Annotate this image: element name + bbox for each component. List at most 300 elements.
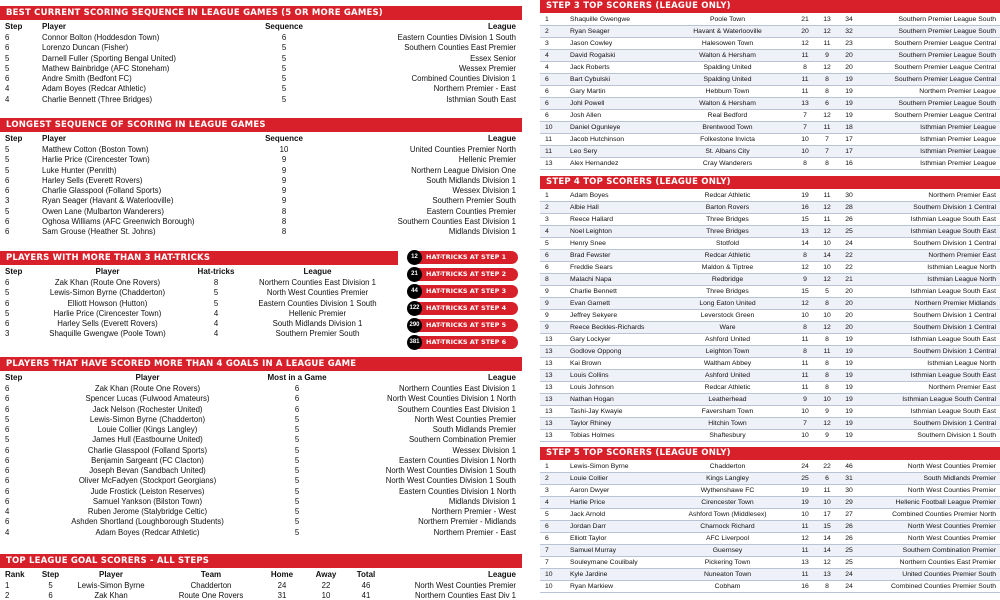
table-cell: 18 (845, 124, 853, 131)
table-cell: 26 (845, 535, 853, 542)
table-cell: Kyle Jardine (570, 571, 608, 578)
sec2-cell: Oghosa Williams (AFC Greenwich Borough) (42, 216, 195, 226)
table-cell: Ryan Seager (570, 28, 610, 35)
table-cell: 2 (545, 204, 549, 211)
table-cell: Adam Boyes (570, 192, 609, 199)
table-cell: 11 (823, 192, 831, 199)
sec4-cell: 5 (294, 445, 300, 455)
table-cell: Redcar Athletic (704, 192, 751, 199)
sec5-cell: Chadderton (190, 581, 232, 590)
sec1-cell: Andre Smith (Bedfont FC) (42, 74, 132, 83)
sec2-cell: Eastern Counties Premier (426, 206, 516, 216)
table-cell: Leatherhead (708, 396, 747, 403)
sec2-cell: 9 (281, 165, 287, 175)
table-row (540, 358, 1000, 370)
table-cell: 9 (803, 276, 807, 283)
table-cell: Cobham (714, 583, 741, 590)
table-cell: 3 (545, 40, 549, 47)
table-cell: 12 (823, 559, 831, 566)
table-cell: 11 (801, 384, 809, 391)
table-row (540, 190, 1000, 202)
table-cell: Johl Powell (570, 100, 605, 107)
table-cell: David Rogalski (570, 52, 616, 59)
table-cell: 13 (545, 348, 553, 355)
sec4-cell: 6 (294, 394, 300, 404)
table-cell: 11 (801, 571, 809, 578)
table-cell: Isthmian League South East (910, 216, 996, 223)
sec4-cell: Jude Frostick (Leiston Reserves) (90, 486, 205, 496)
sec4-cell: Midlands Division 1 (448, 496, 516, 506)
sec1-cell: 5 (281, 63, 287, 73)
sec3-cell: 5 (5, 288, 10, 298)
sec3-cell: Eastern Counties Division 1 South (258, 298, 377, 308)
sec4-cell: South Midlands Premier (432, 425, 516, 434)
table-row (540, 74, 1000, 86)
sec2-cell: Owen Lane (Mulbarton Wanderers) (42, 206, 164, 216)
table-cell: 7 (825, 148, 829, 155)
sec1-cell: 6 (5, 43, 10, 53)
badge-count: 122 (407, 301, 422, 316)
table-cell: Elliott Taylor (570, 535, 607, 542)
sec4-col-header: Most in a Game (267, 373, 327, 382)
badge-count: 12 (407, 250, 422, 265)
table-row (540, 226, 1000, 238)
table-cell: Isthmian League North (927, 360, 996, 367)
sec4-cell: 4 (5, 527, 10, 537)
sec2-cell: 5 (5, 155, 10, 165)
table-cell: Reece Beckles-Richards (570, 324, 645, 331)
sec4-cell: 5 (294, 476, 300, 486)
table-cell: 9 (825, 432, 829, 439)
table-cell: Isthmian League South Central (902, 396, 996, 403)
table-cell: 30 (845, 192, 853, 199)
table-cell: 4 (545, 52, 549, 59)
sec2-cell: Harlie Price (Cirencester Town) (42, 155, 150, 165)
table-cell: Evan Garnett (570, 300, 611, 307)
table-cell: Alex Hernandez (570, 160, 619, 167)
table-cell: 8 (825, 583, 829, 590)
table-cell: Redbridge (711, 276, 744, 283)
sec2-cell: 5 (5, 165, 10, 175)
sec3-cell: 5 (213, 298, 219, 308)
table-row (540, 202, 1000, 214)
table-cell: 8 (803, 160, 807, 167)
table-cell: Folkestone Invicta (700, 136, 755, 143)
table-cell: 31 (845, 475, 853, 482)
table-cell: 29 (845, 499, 853, 506)
sec4-cell: James Hull (Eastbourne United) (92, 435, 203, 445)
table-cell: Reece Hallard (570, 216, 614, 223)
table-cell: Southern Premier League Central (894, 40, 996, 47)
sec3-cell: 5 (213, 288, 219, 298)
table-cell: Henry Snee (570, 240, 606, 247)
table-cell: 19 (845, 348, 853, 355)
hat-trick-badge (408, 268, 518, 281)
sec2-cell: Northern League Division One (411, 165, 516, 175)
sec1-cell: Isthmian South East (446, 94, 516, 104)
table-cell: 11 (823, 40, 831, 47)
table-cell: 26 (845, 216, 853, 223)
sec5-cell: 2 (5, 591, 10, 600)
table-row (540, 557, 1000, 569)
table-cell: Southern Premier League Central (894, 76, 996, 83)
table-cell: 13 (545, 408, 553, 415)
table-cell: 19 (845, 384, 853, 391)
sec2-cell: 10 (279, 145, 289, 154)
table-cell: Louie Collier (570, 475, 608, 482)
table-cell: 13 (823, 16, 831, 23)
table-cell: 11 (801, 523, 809, 530)
table-cell: 11 (545, 148, 553, 155)
sec4-cell: North West Counties Division 1 South (385, 466, 516, 475)
table-cell: 8 (803, 324, 807, 331)
badge-count: 290 (407, 318, 422, 333)
badge-count: 44 (407, 284, 422, 299)
sec3-cell: North West Counties Premier (266, 288, 369, 298)
sec2-cell: South Midlands Division 1 (426, 175, 516, 185)
table-cell: 25 (845, 559, 853, 566)
sec4-cell: 6 (5, 425, 10, 434)
table-cell: Wythenshawe FC (700, 487, 755, 494)
sec1-cell: 4 (5, 94, 10, 104)
table-cell: 10 (801, 136, 809, 143)
table-row (540, 122, 1000, 134)
table-cell: 25 (801, 475, 809, 482)
table-cell: Shaquille Gwengwe (570, 16, 631, 23)
table-cell: 11 (801, 76, 809, 83)
sec2-cell: Luke Hunter (Penrith) (42, 165, 117, 175)
table-cell: North West Counties Premier (907, 487, 996, 494)
sec2-cell: Matthew Cotton (Boston Town) (42, 145, 149, 154)
table-cell: 2 (545, 475, 549, 482)
sec4-cell: Eastern Counties Division 1 North (398, 486, 516, 496)
table-cell: Brentwood Town (702, 124, 753, 131)
table-cell: 11 (801, 52, 809, 59)
table-cell: 16 (845, 160, 853, 167)
table-cell: Isthmian League North (927, 264, 996, 271)
sec4-col-header: League (487, 373, 516, 382)
sec4-cell: 5 (294, 496, 300, 506)
sec2-cell: 6 (5, 175, 10, 185)
table-cell: Southern Combination Premier (902, 547, 996, 554)
table-cell: 20 (845, 312, 853, 319)
sec4-cell: North West Counties Division 1 South (385, 476, 516, 486)
table-cell: 24 (801, 463, 809, 470)
table-cell: Waltham Abbey (703, 360, 752, 367)
table-cell: Faversham Town (701, 408, 754, 415)
sec1-cell: 5 (281, 74, 287, 83)
table-cell: 12 (801, 535, 809, 542)
sec4-cell: Joseph Bevan (Sandbach United) (89, 466, 206, 475)
sec4-cell: 5 (294, 425, 300, 434)
sec3-cell: 6 (5, 319, 10, 328)
sec3-col-header: Step (5, 267, 23, 276)
table-cell: Louis Collins (570, 372, 609, 379)
table-cell: 8 (803, 252, 807, 259)
table-cell: 19 (845, 112, 853, 119)
table-cell: Hitchin Town (708, 420, 747, 427)
table-cell: Leverstock Green (700, 312, 755, 319)
table-cell: 6 (545, 252, 549, 259)
table-cell: 20 (801, 28, 809, 35)
table-row (540, 298, 1000, 310)
table-cell: Spalding United (703, 76, 752, 83)
table-cell: 3 (545, 487, 549, 494)
table-cell: North West Counties Premier (907, 463, 996, 470)
sec4-cell: Northern Premier - Midlands (418, 517, 516, 527)
table-cell: 6 (825, 475, 829, 482)
table-cell: Southern Division 1 Central (913, 420, 996, 427)
table-cell: Kings Langley (706, 475, 749, 482)
sec3-cell: 6 (5, 298, 10, 308)
sec4-cell: 5 (5, 414, 10, 424)
table-row (540, 406, 1000, 418)
table-cell: 14 (801, 240, 809, 247)
table-cell: Freddie Sears (570, 264, 613, 271)
table-cell: Halesowen Town (701, 40, 754, 47)
table-cell: Maldon & Tiptree (701, 264, 754, 271)
table-cell: 8 (825, 88, 829, 95)
step5-title: STEP 5 TOP SCORERS (LEAGUE ONLY) (540, 447, 1000, 460)
table-row (540, 62, 1000, 74)
table-cell: Shaftesbury (709, 432, 746, 439)
sec4-cell: 6 (5, 476, 10, 486)
table-cell: 7 (545, 547, 549, 554)
badge-label: HAT-TRICKS AT STEP 3 (426, 287, 507, 295)
table-cell: 7 (545, 559, 549, 566)
table-cell: Southern Division 1 South (917, 432, 996, 439)
table-cell: Samuel Murray (570, 547, 617, 554)
table-cell: 11 (823, 124, 831, 131)
sec4-cell: 6 (5, 445, 10, 455)
table-cell: 21 (801, 16, 809, 23)
sec5-col-header: Home (270, 570, 294, 579)
table-cell: 8 (545, 276, 549, 283)
table-cell: 22 (823, 463, 831, 470)
sec4-cell: Northern Counties East Division 1 (398, 384, 516, 393)
sec1-cell: Darnell Fuller (Sporting Bengal United) (42, 53, 176, 63)
table-cell: 10 (823, 240, 831, 247)
table-cell: South Midlands Premier (923, 475, 996, 482)
table-cell: Southern Division 1 Central (913, 348, 996, 355)
table-cell: 34 (845, 16, 853, 23)
sec5-cell: 31 (277, 591, 287, 600)
table-cell: 10 (801, 511, 809, 518)
table-cell: Chadderton (709, 463, 746, 470)
hat-trick-badge (408, 336, 518, 349)
table-row (540, 497, 1000, 509)
sec1-cell: Mathew Bainbridge (AFC Stoneham) (42, 63, 170, 73)
table-cell: Three Bridges (706, 216, 749, 223)
table-cell: 16 (801, 583, 809, 590)
table-cell: 17 (823, 511, 831, 518)
table-cell: 1 (545, 192, 549, 199)
hat-trick-badge (408, 285, 518, 298)
table-cell: 12 (823, 420, 831, 427)
sec2-cell: 6 (5, 227, 10, 236)
table-cell: Ware (719, 324, 736, 331)
sec4-cell: Lewis-Simon Byrne (Chadderton) (89, 414, 206, 424)
table-cell: Daniel Ogunleye (570, 124, 621, 131)
table-row (540, 322, 1000, 334)
table-cell: Aaron Dwyer (570, 487, 610, 494)
sec4-cell: 5 (294, 455, 300, 465)
sec5-cell: 5 (48, 581, 53, 590)
table-cell: 19 (845, 336, 853, 343)
table-cell: 8 (825, 384, 829, 391)
table-cell: Northern Premier East (928, 384, 996, 391)
table-row (540, 14, 1000, 26)
table-cell: Cirencester Town (701, 499, 754, 506)
table-cell: Redcar Athletic (704, 384, 751, 391)
table-cell: 4 (545, 228, 549, 235)
table-cell: 12 (823, 204, 831, 211)
sec5-col-header: Step (41, 570, 60, 579)
badge-count: 381 (407, 335, 422, 350)
table-cell: 46 (845, 463, 853, 470)
hat-trick-badge (408, 251, 518, 264)
sec3-cell: Harlie Price (Cirencester Town) (53, 308, 162, 318)
table-cell: 13 (545, 160, 553, 167)
table-cell: 25 (845, 228, 853, 235)
table-cell: Southern Division 1 Central (913, 312, 996, 319)
sec4-cell: Oliver McFadyen (Stockport Georgians) (78, 476, 217, 486)
sec3-col-header: League (303, 267, 332, 276)
sec2-cell: 9 (281, 155, 287, 165)
sec2-cell: 9 (281, 196, 287, 206)
sec3-col-header: Hat-tricks (197, 267, 235, 276)
table-row (540, 485, 1000, 497)
table-cell: 14 (823, 535, 831, 542)
sec4-cell: Northern Premier - East (433, 527, 516, 537)
table-cell: Havant & Waterlooville (693, 28, 762, 35)
table-cell: 28 (845, 204, 853, 211)
sec2-col-header: Step (5, 134, 23, 143)
sec3-cell: Northern Counties East Division 1 (258, 278, 376, 287)
table-cell: 20 (845, 288, 853, 295)
table-cell: Malachi Napa (570, 276, 612, 283)
sec4-cell: Samuel Yankson (Bilston Town) (92, 496, 203, 506)
sec2-cell: 8 (281, 206, 287, 216)
sec3-cell: 4 (213, 308, 219, 318)
table-cell: Noel Leighton (570, 228, 612, 235)
sec5-cell: Zak Khan (94, 591, 128, 600)
sec1-cell: Connor Bolton (Hoddesdon Town) (42, 33, 160, 42)
sec3-cell: South Midlands Division 1 (272, 319, 363, 328)
table-cell: Southern Premier League Central (894, 112, 996, 119)
table-row (540, 214, 1000, 226)
sec2-cell: Hellenic Premier (458, 155, 516, 165)
sec5-cell: 1 (5, 581, 10, 590)
table-cell: 19 (845, 88, 853, 95)
sec5-cell: Route One Rovers (178, 591, 244, 600)
table-cell: Isthmian League South East (910, 408, 996, 415)
sec1-cell: Essex Senior (470, 53, 516, 63)
sec1-cell: Lorenzo Duncan (Fisher) (42, 43, 129, 53)
table-cell: 6 (545, 76, 549, 83)
table-cell: Jack Arnold (570, 511, 606, 518)
sec2-cell: Ryan Seager (Havant & Waterlooville) (42, 196, 174, 206)
sec4-cell: Jack Nelson (Rochester United) (92, 404, 203, 414)
table-cell: 11 (801, 88, 809, 95)
table-cell: 23 (845, 40, 853, 47)
table-cell: 6 (545, 264, 549, 271)
table-cell: 6 (545, 535, 549, 542)
table-cell: 10 (823, 312, 831, 319)
table-cell: 8 (825, 300, 829, 307)
table-cell: North West Counties Premier (907, 535, 996, 542)
table-cell: AFC Liverpool (705, 535, 750, 542)
sec3-cell: Southern Premier South (275, 329, 360, 339)
table-cell: Harlie Price (570, 499, 606, 506)
table-row (540, 310, 1000, 322)
sec3-cell: Harley Sells (Everett Rovers) (57, 319, 158, 328)
sec2-col-header: League (487, 134, 516, 143)
sec2-cell: Sam Grouse (Heather St. Johns) (42, 227, 156, 236)
sec1-cell: Eastern Counties Division 1 South (397, 33, 516, 42)
sec2-cell: 5 (5, 145, 10, 154)
table-cell: Barton Rovers (705, 204, 750, 211)
sec5-col-header: Away (315, 570, 337, 579)
sec2-cell: Southern Premier South (432, 196, 516, 206)
table-cell: 6 (545, 100, 549, 107)
sec4-cell: North West Counties Premier (414, 414, 516, 424)
sec1-cell: 6 (281, 33, 287, 42)
sec4-cell: 5 (294, 466, 300, 475)
table-cell: Isthmian Premier League (920, 136, 996, 143)
sec3-cell: 4 (213, 329, 219, 339)
table-cell: Ashford United (705, 372, 750, 379)
table-cell: Isthmian League South East (910, 228, 996, 235)
table-cell: 24 (845, 571, 853, 578)
table-cell: 5 (545, 240, 549, 247)
table-row (540, 158, 1000, 170)
sec2-cell: 6 (5, 186, 10, 195)
sec4-cell: 5 (294, 435, 300, 445)
table-cell: Combined Counties Premier North (892, 511, 996, 518)
table-cell: Kai Brown (570, 360, 601, 367)
table-cell: 15 (801, 288, 809, 295)
table-cell: Godlove Oppong (570, 348, 622, 355)
sec1-cell: 5 (281, 94, 287, 104)
sec1-cell: Combined Counties Division 1 (411, 74, 516, 83)
sec4-cell: 6 (5, 517, 10, 527)
table-row (540, 238, 1000, 250)
sec4-cell: 5 (294, 517, 300, 527)
table-cell: 16 (801, 204, 809, 211)
table-cell: Three Bridges (706, 288, 749, 295)
table-cell: 20 (845, 52, 853, 59)
table-cell: Poole Town (709, 16, 746, 23)
sec2-col-header: Player (42, 134, 67, 143)
badge-label: HAT-TRICKS AT STEP 2 (426, 270, 507, 278)
table-cell: Hebburn Town (705, 88, 750, 95)
table-cell: United Counties Premier South (902, 571, 996, 578)
table-cell: 6 (545, 112, 549, 119)
table-cell: 10 (545, 124, 553, 131)
sec3-cell: 5 (5, 308, 10, 318)
sec5-col-header: Rank (5, 570, 25, 579)
table-cell: 1 (545, 16, 549, 23)
sec3-cell: 6 (5, 278, 10, 287)
table-cell: 12 (801, 40, 809, 47)
table-row (540, 134, 1000, 146)
step3-title: STEP 3 TOP SCORERS (LEAGUE ONLY) (540, 0, 1000, 13)
badge-label: HAT-TRICKS AT STEP 1 (426, 253, 507, 261)
sec4-cell: Wessex Division 1 (452, 445, 516, 455)
table-cell: 9 (545, 324, 549, 331)
sec4-cell: Southern Counties East Division 1 (397, 404, 516, 414)
